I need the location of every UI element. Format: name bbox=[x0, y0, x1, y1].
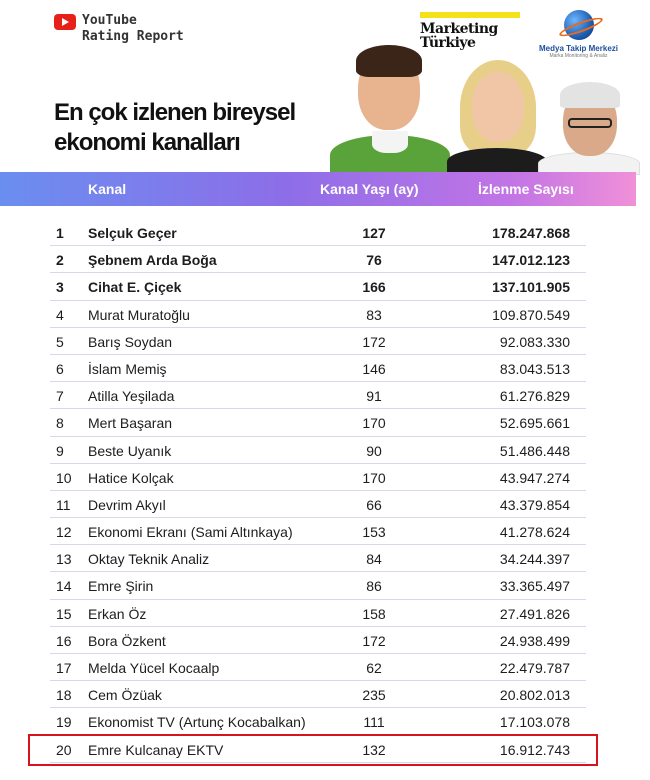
title-line1: En çok izlenen bireysel bbox=[54, 99, 296, 126]
mtm-logo-sub: Marka Monitoring & Analiz bbox=[549, 53, 608, 59]
table-header bbox=[0, 172, 636, 206]
ranking-table bbox=[50, 219, 586, 763]
channel-age-cell: 86 bbox=[366, 578, 382, 595]
channel-age-cell: 158 bbox=[362, 605, 386, 622]
channel-age-cell: 235 bbox=[362, 687, 386, 704]
page-title bbox=[54, 98, 295, 158]
channel-name-cell: Cem Özüak bbox=[88, 687, 162, 704]
views-cell: 178.247.868 bbox=[492, 225, 570, 241]
rank-cell: 17 bbox=[56, 660, 72, 676]
views-cell: 109.870.549 bbox=[492, 306, 570, 323]
table-row bbox=[50, 328, 586, 355]
globe-icon bbox=[564, 10, 594, 40]
channel-age-cell: 172 bbox=[362, 333, 386, 350]
channel-name-cell: Cihat E. Çiçek bbox=[88, 279, 182, 296]
rank-cell: 11 bbox=[56, 496, 71, 513]
channel-name-cell: Ekonomi Ekranı (Sami Altınkaya) bbox=[88, 524, 293, 541]
channel-age-cell: 172 bbox=[362, 632, 386, 649]
table-row bbox=[50, 572, 586, 599]
channel-name-cell: Erkan Öz bbox=[88, 605, 147, 622]
table-row bbox=[50, 246, 586, 273]
views-cell: 17.103.078 bbox=[499, 714, 570, 731]
views-cell: 22.479.787 bbox=[499, 660, 570, 676]
channel-name-cell: Oktay Teknik Analiz bbox=[88, 551, 210, 568]
marketing-logo-line1: Marketing bbox=[420, 21, 498, 37]
table-row bbox=[50, 600, 586, 627]
channel-name-cell: Murat Muratoğlu bbox=[88, 306, 190, 323]
views-cell: 41.278.624 bbox=[499, 524, 570, 541]
table-row bbox=[50, 437, 586, 464]
rank-cell: 9 bbox=[56, 442, 64, 459]
channel-name-cell: Selçuk Geçer bbox=[88, 225, 177, 241]
channel-age-cell: 84 bbox=[366, 551, 382, 568]
channel-age-cell: 111 bbox=[363, 714, 385, 731]
highlight-box bbox=[28, 734, 598, 766]
channel-age-cell: 91 bbox=[366, 388, 382, 405]
views-cell: 43.947.274 bbox=[499, 469, 570, 486]
person-photo-3 bbox=[538, 80, 640, 175]
youtube-logo-line2: Rating Report bbox=[82, 29, 184, 44]
rank-cell: 19 bbox=[56, 714, 72, 731]
rank-cell: 13 bbox=[56, 551, 72, 568]
header-kanal: Kanal bbox=[88, 181, 127, 197]
rank-cell: 8 bbox=[56, 415, 64, 432]
views-cell: 34.244.397 bbox=[499, 551, 570, 568]
views-cell: 51.486.448 bbox=[499, 442, 570, 459]
channel-name-cell: Şebnem Arda Boğa bbox=[88, 252, 217, 269]
rank-cell: 14 bbox=[56, 578, 72, 595]
views-cell: 16.912.743 bbox=[499, 741, 570, 758]
channel-name-cell: Beste Uyanık bbox=[88, 442, 172, 459]
table-row bbox=[50, 518, 586, 545]
channel-age-cell: 90 bbox=[366, 442, 382, 459]
table-row bbox=[50, 681, 586, 708]
channel-name-cell: Barış Soydan bbox=[88, 333, 173, 350]
views-cell: 24.938.499 bbox=[499, 632, 570, 649]
youtube-play-icon bbox=[54, 14, 76, 30]
rank-cell: 20 bbox=[56, 741, 72, 758]
channel-age-cell: 127 bbox=[362, 225, 386, 241]
channel-name-cell: Devrim Akyıl bbox=[88, 496, 166, 513]
rank-cell: 3 bbox=[56, 279, 64, 296]
table-row bbox=[50, 654, 586, 681]
table-row bbox=[50, 301, 586, 328]
channel-age-cell: 83 bbox=[366, 306, 382, 323]
channel-name-cell: Atilla Yeşilada bbox=[88, 388, 175, 405]
channel-age-cell: 66 bbox=[366, 496, 382, 513]
channel-age-cell: 146 bbox=[362, 360, 386, 377]
views-cell: 43.379.854 bbox=[499, 496, 570, 513]
views-cell: 92.083.330 bbox=[499, 333, 570, 350]
table-row bbox=[50, 219, 586, 246]
channel-age-cell: 153 bbox=[362, 524, 386, 541]
channel-age-cell: 132 bbox=[362, 741, 386, 758]
channel-age-cell: 166 bbox=[362, 279, 386, 296]
table-row bbox=[50, 708, 586, 735]
rank-cell: 15 bbox=[56, 605, 72, 622]
header-izlenme-sayisi: İzlenme Sayısı bbox=[478, 181, 574, 197]
table-row bbox=[50, 491, 586, 518]
table-row bbox=[50, 545, 586, 572]
rank-cell: 4 bbox=[56, 306, 64, 323]
rank-cell: 2 bbox=[56, 252, 64, 269]
header-kanal-yasi: Kanal Yaşı (ay) bbox=[320, 181, 419, 197]
channel-name-cell: Melda Yücel Kocaalp bbox=[88, 660, 220, 676]
views-cell: 33.365.497 bbox=[499, 578, 570, 595]
table-row bbox=[50, 355, 586, 382]
person-photo-2 bbox=[442, 60, 552, 175]
views-cell: 61.276.829 bbox=[499, 388, 570, 405]
channel-age-cell: 76 bbox=[366, 252, 382, 269]
channel-name-cell: Emre Şirin bbox=[88, 578, 154, 595]
views-cell: 27.491.826 bbox=[499, 605, 570, 622]
table-row bbox=[50, 464, 586, 491]
channel-name-cell: Emre Kulcanay EKTV bbox=[88, 741, 224, 758]
table-row bbox=[50, 273, 586, 300]
rank-cell: 10 bbox=[56, 469, 72, 486]
views-cell: 137.101.905 bbox=[492, 279, 570, 296]
person-photo-1 bbox=[330, 45, 450, 175]
report-header bbox=[0, 0, 650, 175]
views-cell: 52.695.661 bbox=[499, 415, 570, 432]
views-cell: 20.802.013 bbox=[499, 687, 570, 704]
rank-cell: 12 bbox=[56, 524, 72, 541]
table-row bbox=[50, 627, 586, 654]
table-row bbox=[50, 382, 586, 409]
rank-cell: 1 bbox=[56, 225, 64, 241]
channel-name-cell: Ekonomist TV (Artunç Kocabalkan) bbox=[88, 714, 306, 731]
channel-age-cell: 170 bbox=[362, 415, 386, 432]
channel-age-cell: 170 bbox=[362, 469, 386, 486]
people-photo bbox=[320, 45, 640, 175]
channel-name-cell: Bora Özkent bbox=[88, 632, 166, 649]
channel-age-cell: 62 bbox=[366, 660, 382, 676]
channel-name-cell: İslam Memiş bbox=[88, 360, 167, 377]
rank-cell: 5 bbox=[56, 333, 64, 350]
rank-cell: 7 bbox=[56, 388, 64, 405]
views-cell: 83.043.513 bbox=[499, 360, 570, 377]
channel-name-cell: Hatice Kolçak bbox=[88, 469, 174, 486]
rank-cell: 16 bbox=[56, 632, 72, 649]
table-row bbox=[50, 409, 586, 436]
channel-name-cell: Mert Başaran bbox=[88, 415, 173, 432]
mtm-logo-name: Medya Takip Merkezi bbox=[539, 44, 618, 53]
rank-cell: 18 bbox=[56, 687, 72, 704]
youtube-rating-report-logo bbox=[54, 13, 184, 45]
marketing-logo-line2: Türkiye bbox=[420, 35, 476, 51]
rank-cell: 6 bbox=[56, 360, 64, 377]
views-cell: 147.012.123 bbox=[492, 252, 570, 269]
title-line2: ekonomi kanalları bbox=[54, 129, 240, 156]
youtube-logo-line1: YouTube bbox=[82, 13, 137, 28]
